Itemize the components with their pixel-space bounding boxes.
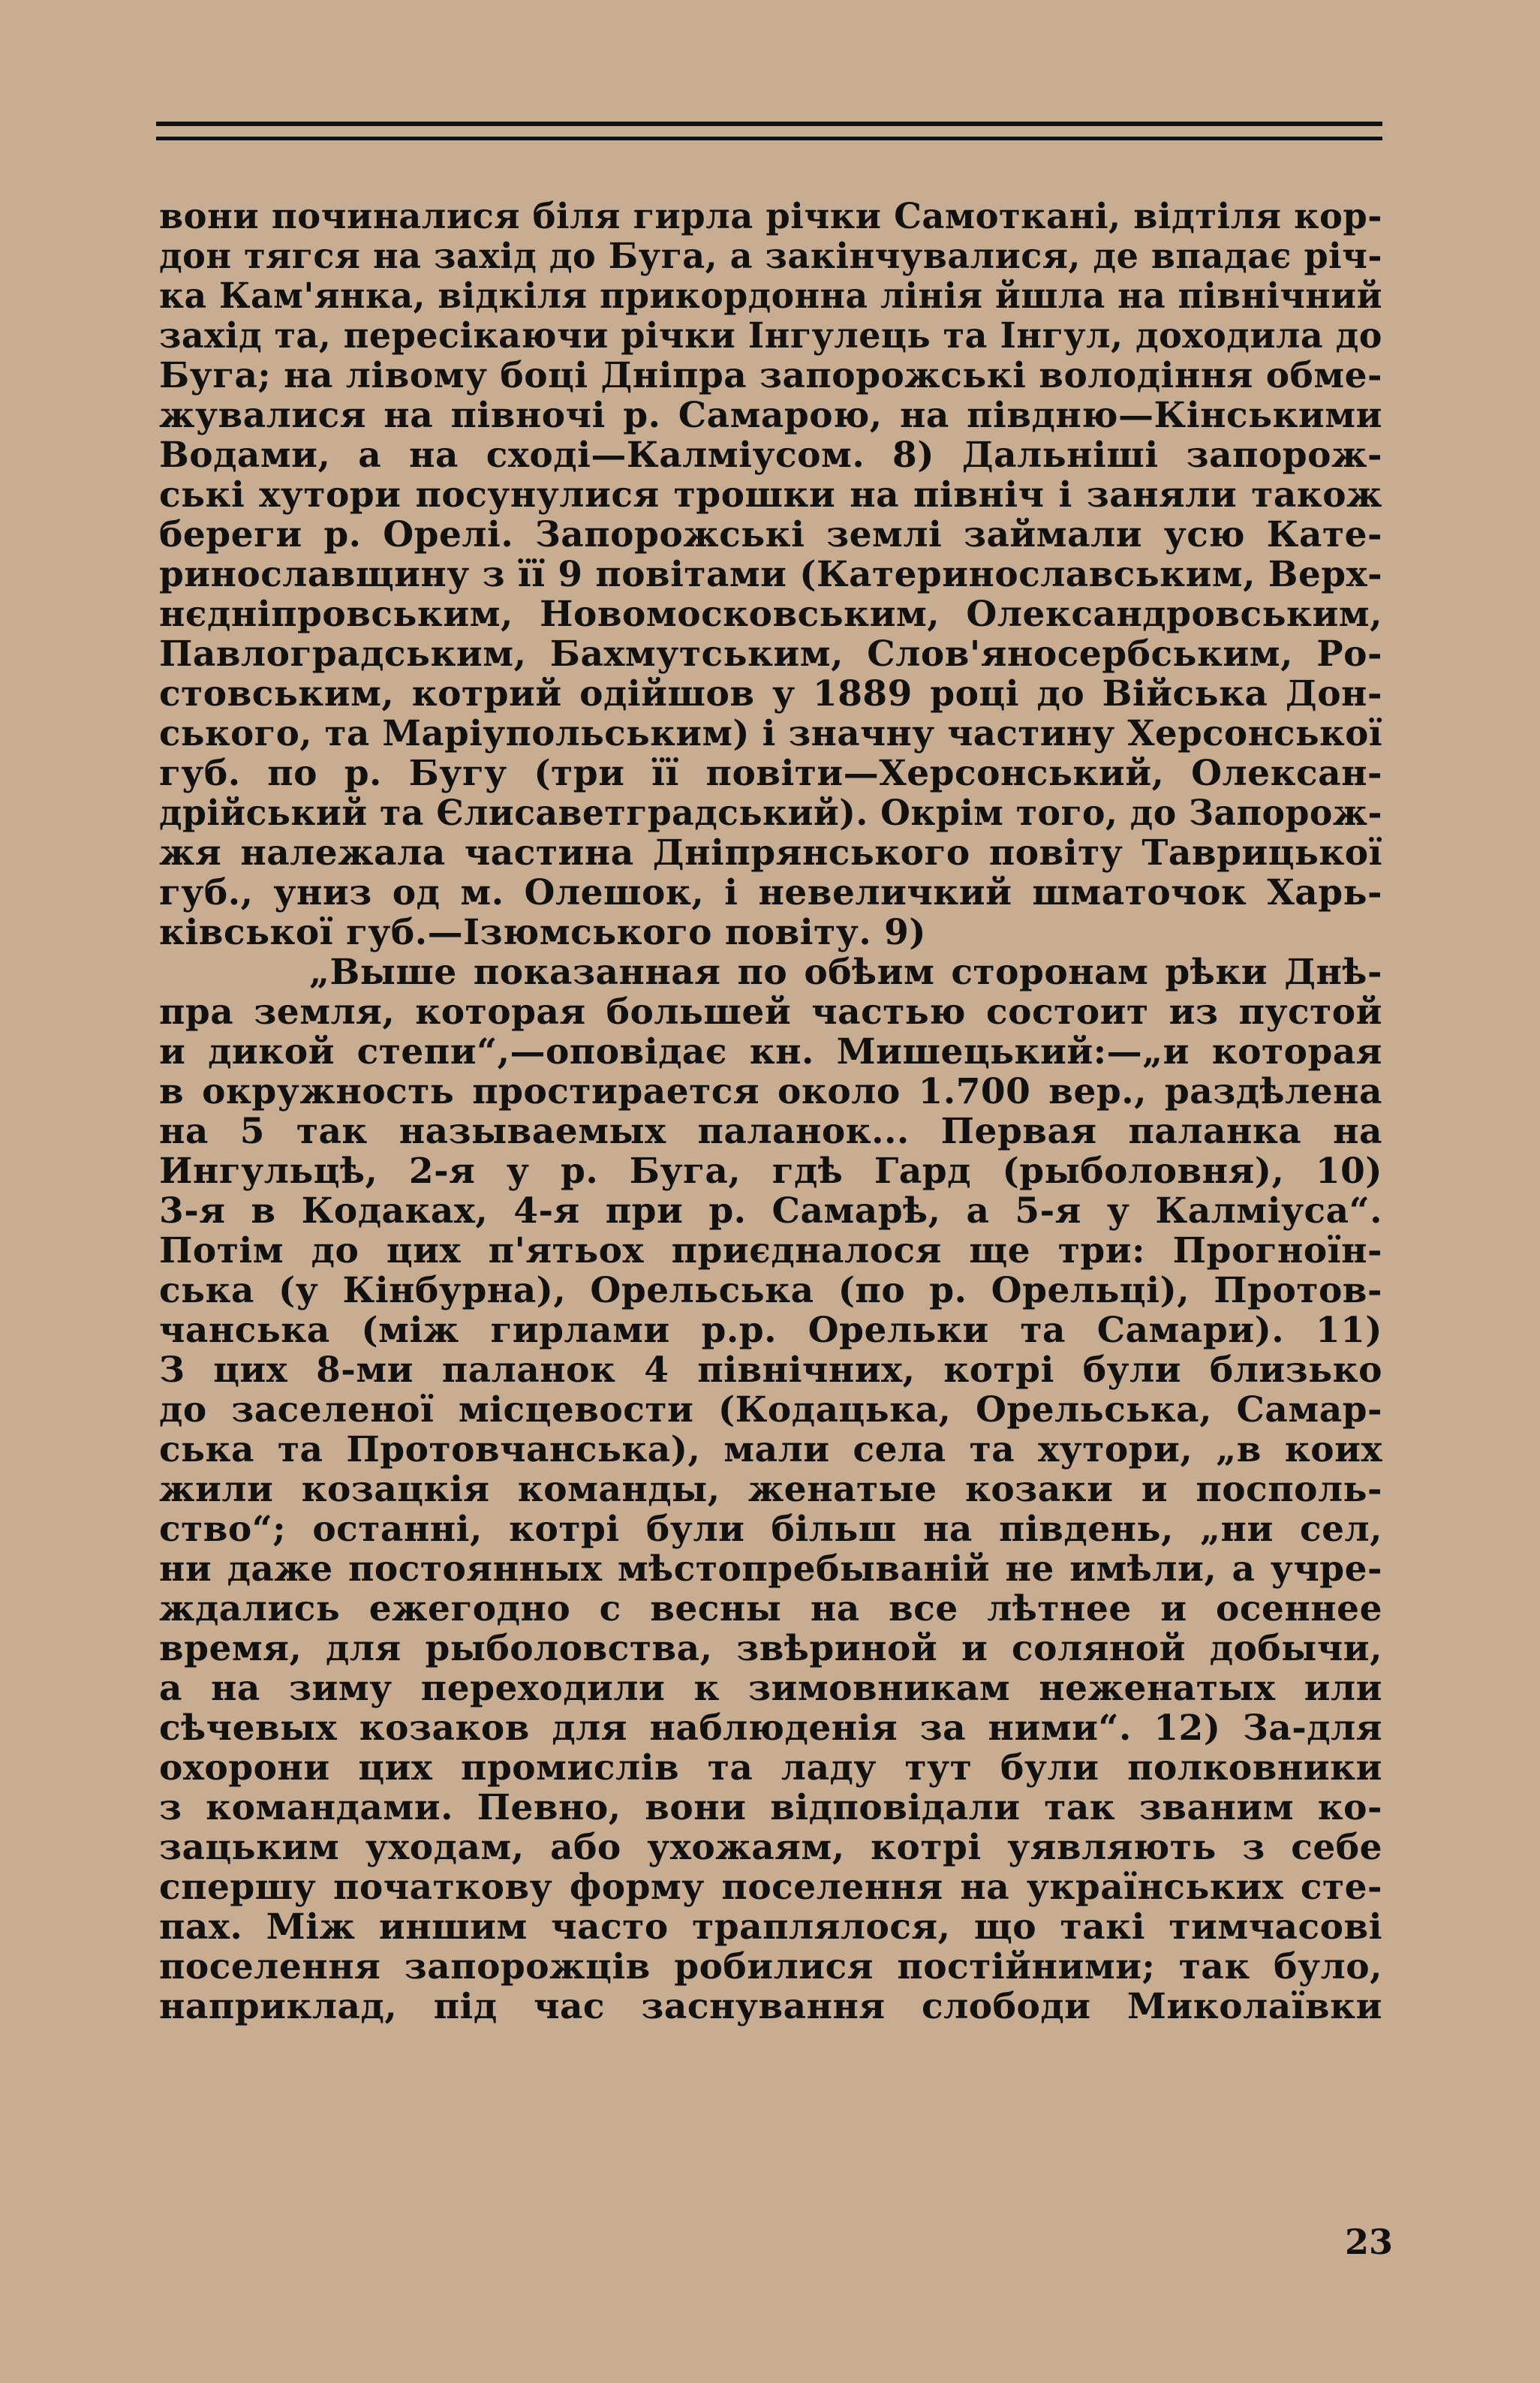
text-line: нєдніпровським, Новомосковським, Олександровським,: [159, 594, 1382, 634]
text-line: поселення запорожців робилися постійними; так було,: [159, 1947, 1382, 1987]
text-line: на 5 так называемых паланок... Первая паланка на: [159, 1112, 1382, 1151]
text-line: чанська (між гирлами р.р. Орельки та Самари). 11): [159, 1310, 1382, 1350]
text-line: пра земля, которая большей частью состоит из пустой: [159, 992, 1382, 1032]
text-line: наприклад, під час заснування слободи Миколаївки: [159, 1987, 1382, 2026]
text-line: жя належала частина Дніпрянського повіту Таврицької: [159, 833, 1382, 873]
text-line: дрійський та Єлисаветградський). Окрім того, до Запорож-: [159, 793, 1382, 833]
header-rule-top: [156, 122, 1382, 126]
text-line: губ. по р. Бугу (три її повіти—Херсонський, Олексан-: [159, 754, 1382, 793]
body-text: [159, 197, 1382, 2026]
text-line: до заселеної місцевости (Кодацька, Орельська, Самар-: [159, 1390, 1382, 1430]
text-line: пах. Між иншим часто траплялося, що такі тимчасові: [159, 1907, 1382, 1947]
text-line: зацьким уходам, або ухожаям, котрі уявляють з себе: [159, 1828, 1382, 1867]
text-line: охорони цих промислів та ладу тут були полковники: [159, 1748, 1382, 1788]
text-line: ждались ежегодно с весны на все лѣтнее и осеннее: [159, 1589, 1382, 1629]
text-line: „Выше показанная по обѣим сторонам рѣки Днѣ-: [309, 952, 1382, 992]
text-line: губ., униз од м. Олешок, і невеличкий шматочок Харь-: [159, 873, 1382, 913]
header-rule-bottom: [156, 137, 1382, 140]
page-number: 23: [1344, 2222, 1393, 2262]
text-line: стовським, котрий одійшов у 1889 році до Війська Дон-: [159, 674, 1382, 714]
text-line: ська та Протовчанська), мали села та хутори, „в коих: [159, 1430, 1382, 1470]
text-line: спершу початкову форму поселення на українських сте-: [159, 1867, 1382, 1907]
text-line: дон тягся на захід до Буга, а закінчувалися, де впадає річ-: [159, 236, 1382, 276]
text-line: з командами. Певно, вони відповідали так званим ко-: [159, 1788, 1382, 1828]
text-line: и дикой степи“,—оповідає кн. Мишецький:—„и которая: [159, 1032, 1382, 1072]
text-line: ство“; останні, котрі були більш на південь, „ни сел,: [159, 1509, 1382, 1549]
text-line: ська (у Кінбурна), Орельська (по р. Орельці), Протов-: [159, 1271, 1382, 1310]
text-line: время, для рыболовства, звѣриной и соляной добычи,: [159, 1629, 1382, 1668]
text-line: ка Кам'янка, відкіля прикордонна лінія йшла на північний: [159, 276, 1382, 316]
text-line: ські хутори посунулися трошки на північ і заняли також: [159, 475, 1382, 515]
text-line: ківської губ.—Ізюмського повіту. 9): [159, 913, 927, 952]
text-line: З цих 8-ми паланок 4 північних, котрі були близько: [159, 1350, 1382, 1390]
text-line: Водами, а на сході—Калміусом. 8) Дальніші запорож-: [159, 435, 1382, 475]
text-line: ни даже постоянных мѣстопребыванiй не имѣли, а учре-: [159, 1549, 1382, 1589]
text-line: вони починалися біля гирла річки Самоткані, відтіля кор-: [159, 197, 1382, 236]
text-line: сѣчевых козаков для наблюденія за ними“. 12) За-для: [159, 1708, 1382, 1748]
text-line: Павлоградським, Бахмутським, Слов'яносербським, Ро-: [159, 634, 1382, 674]
text-line: жувалися на півночі р. Самарою, на півдню—Кінськими: [159, 396, 1382, 435]
text-line: 3-я в Кодаках, 4-я при р. Самарѣ, а 5-я у Калміуса“.: [159, 1191, 1382, 1231]
text-line: ського, та Маріупольським) і значну частину Херсонської: [159, 714, 1382, 754]
text-line: в окружность простирается около 1.700 вер., раздѣлена: [159, 1072, 1382, 1112]
text-line: Буга; на лівому боці Дніпра запорожські володіння обме-: [159, 356, 1382, 396]
text-line: Потім до цих п'ятьох приєдналося ще три: Прогноїн-: [159, 1231, 1382, 1271]
text-line: жили козацкія команды, женатые козаки и посполь-: [159, 1470, 1382, 1509]
text-line: захід та, пересікаючи річки Інгулець та Інгул, доходила до: [159, 316, 1382, 356]
text-line: а на зиму переходили к зимовникам неженатых или: [159, 1668, 1382, 1708]
text-line: ринославщину з її 9 повітами (Катеринославським, Верх-: [159, 555, 1382, 594]
text-line: Ингульцѣ, 2-я у р. Буга, гдѣ Гард (рыболовня), 10): [159, 1151, 1382, 1191]
text-line: береги р. Орелі. Запорожські землі займали усю Кате-: [159, 515, 1382, 555]
